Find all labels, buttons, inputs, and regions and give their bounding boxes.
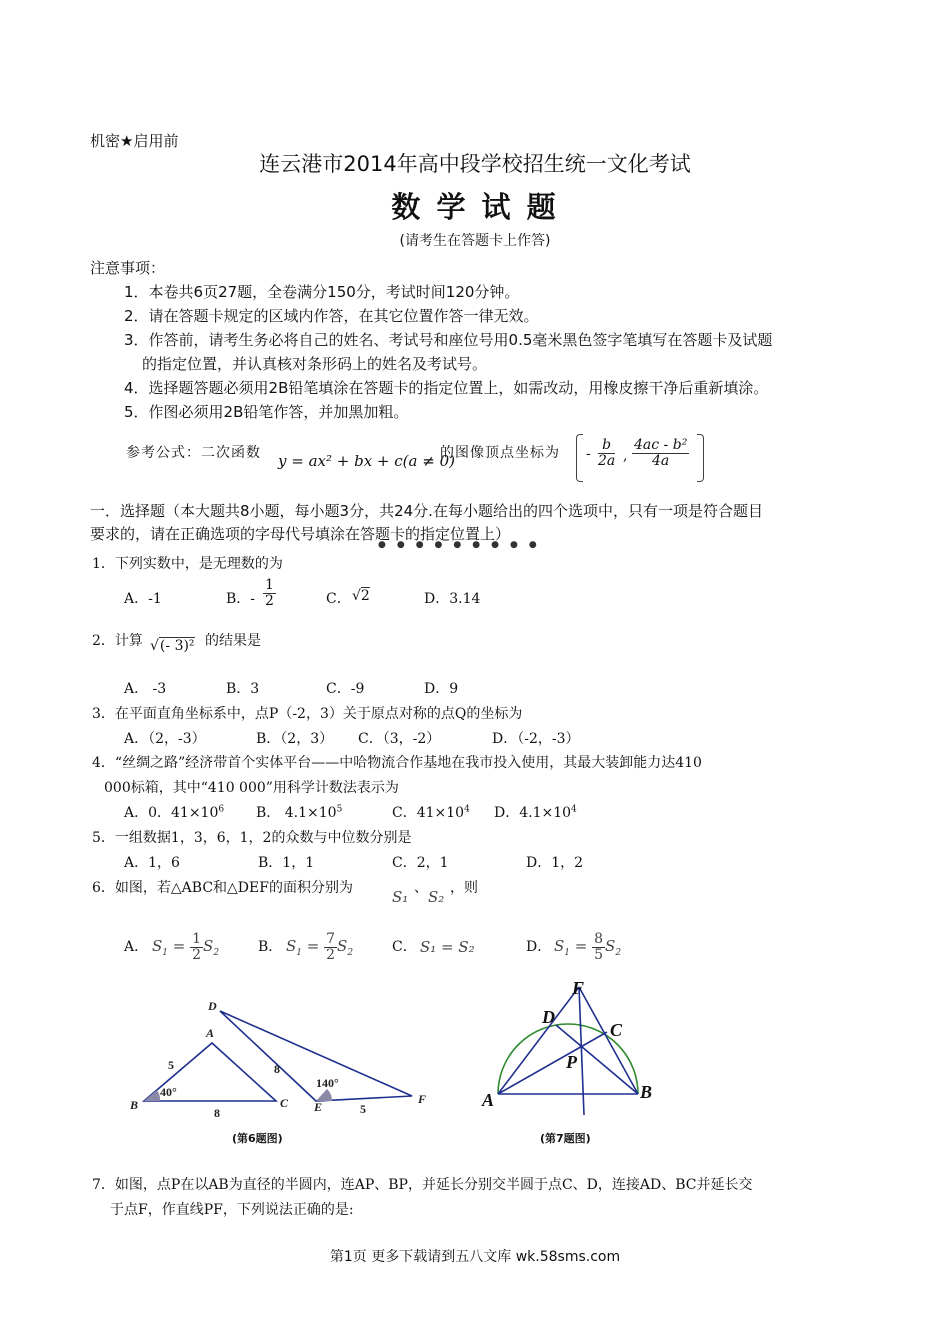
q6-tail: ，则	[450, 880, 478, 896]
question-2-stem: 2．计算	[92, 633, 143, 649]
confidential-mark: 机密★启用前	[90, 132, 179, 150]
q3-option-a: A．（2，-3）	[124, 731, 206, 747]
formula-middle: 的图像顶点坐标为	[440, 445, 560, 461]
q6-option-c-label: C．	[392, 939, 417, 955]
note-item: 4．选择题答题必须用2B铅笔填涂在答题卡的指定位置上，如需改动，用橡皮擦干净后重新填涂。	[124, 379, 769, 397]
fig7-label-c: C	[610, 1020, 623, 1040]
q2-option-b: B．3	[226, 681, 260, 697]
fig7-label-f: F	[572, 978, 585, 998]
note-item: 1．本卷共6页27题，全卷满分150分，考试时间120分钟。	[124, 283, 520, 301]
subject-title: 数 学 试 题	[391, 190, 559, 224]
q6-option-d-label: D．	[526, 939, 552, 955]
q4-option-d: D．$4.1\times 10^4$	[494, 804, 577, 821]
segment-af	[498, 987, 579, 1094]
q5-option-c: C．2，1	[392, 855, 449, 871]
q6-option-a: $S_1$ = $\frac{1}{2}$ $S_2$	[152, 931, 220, 963]
q4-option-b: B． $4.1\times 10^5$	[256, 804, 343, 821]
question-3-stem: 3．在平面直角坐标系中，点P（-2，3）关于原点对称的点Q的坐标为	[92, 706, 523, 722]
emphasis-dots: ●●●●●●●●●	[378, 540, 548, 550]
figure-7	[470, 975, 670, 1125]
fig7-label-b: B	[640, 1082, 653, 1102]
q1-option-d: D．3.14	[424, 591, 481, 607]
figure-7-caption: (第7题图)	[540, 1132, 591, 1145]
question-4-stem-continued: 000标箱，其中“410 000”用科学计数法表示为	[104, 780, 399, 796]
fig6-angle-b: 40°	[160, 1085, 177, 1099]
section-heading: 一．选择题（本大题共8小题，每小题3分，共24分.在每小题给出的四个选项中，只有一项是符合题目	[90, 502, 763, 520]
q1-option-c-radical: √2	[352, 588, 370, 604]
figure-6-caption: (第6题图)	[232, 1132, 283, 1145]
q1-option-a: A．-1	[124, 591, 162, 607]
note-item: 3．作答前，请考生务必将自己的姓名、考试号和座位号用0.5毫米黑色签字笔填写在答题卡及试题	[124, 331, 773, 349]
q2-option-c: C．-9	[326, 681, 365, 697]
exam-title: 连云港市2014年高中段学校招生统一文化考试	[259, 152, 691, 176]
question-6-stem: 6．如图，若△ABC和△DEF的面积分别为	[92, 880, 353, 896]
vertex-x-numerator: b	[598, 438, 615, 454]
fig7-label-p: P	[566, 1052, 577, 1072]
q6-option-a-label: A．	[124, 939, 149, 955]
fig6-length-de: 8	[274, 1062, 280, 1076]
q2-option-a: A． -3	[124, 681, 167, 697]
q6-option-d: $S_1$ = $\frac{8}{5}$ $S_2$	[554, 931, 622, 963]
q4-option-a: A．0．$41\times 10^6$	[124, 804, 225, 821]
answer-instruction: (请考生在答题卡上作答)	[399, 233, 551, 249]
section-heading-continued: 要求的，请在正确选项的字母代号填涂在答题卡的指定位置上）	[90, 525, 511, 543]
fig6-label-f: F	[418, 1092, 427, 1106]
fig6-label-e: E	[314, 1100, 323, 1114]
q6-s1: S₁	[392, 888, 409, 906]
vertex-y-denominator: 4a	[652, 452, 670, 469]
q1-option-b-fraction: $\frac{1}{2}$	[265, 577, 274, 609]
q6-s2: S₂	[428, 888, 445, 906]
q2-radical: √(- 3)²	[150, 638, 195, 654]
q5-option-d: D．1，2	[526, 855, 584, 871]
fig6-label-a: A	[206, 1026, 215, 1040]
note-item: 2．请在答题卡规定的区域内作答，在其它位置作答一律无效。	[124, 307, 539, 325]
q6-option-b: $S_1$ = $\frac{7}{2}$ $S_2$	[286, 931, 354, 963]
q1-option-c: C．	[326, 591, 351, 607]
vertex-y-numerator: 4ac - b²	[634, 437, 688, 453]
fig7-label-d: D	[542, 1007, 555, 1027]
question-5-stem: 5．一组数据1，3，6，1，2的众数与中位数分别是	[92, 830, 412, 846]
note-item: 5．作图必须用2B铅笔作答，并加黑加粗。	[124, 403, 409, 421]
note-item-continued: 的指定位置，并认真核对条形码上的姓名及考试号。	[142, 355, 488, 373]
formula-prefix: 参考公式：二次函数	[126, 445, 261, 461]
question-7-stem-continued: 于点F，作直线PF，下列说法正确的是:	[110, 1202, 354, 1218]
q6-option-b-label: B．	[258, 939, 283, 955]
vertex-x-denominator: 2a	[598, 452, 616, 469]
q4-option-c: C．$41\times 10^4$	[392, 804, 470, 821]
q5-option-a: A．1，6	[124, 855, 180, 871]
fig7-label-a: A	[482, 1090, 495, 1110]
q6-separator: 、	[414, 880, 428, 896]
figure-6	[120, 995, 440, 1145]
fig6-length-ab: 5	[168, 1058, 174, 1072]
line-pf	[579, 987, 584, 1115]
fig6-length-ef: 5	[360, 1102, 366, 1116]
q6-option-c: S₁ = S₂	[420, 938, 475, 956]
notes-heading: 注意事项：	[90, 259, 166, 277]
question-1-stem: 1．下列实数中，是无理数的为	[92, 556, 283, 572]
q2-option-d: D．9	[424, 681, 459, 697]
fig6-label-b: B	[130, 1098, 139, 1112]
vertex-coordinates: - $\frac{b}{2a}$ , $\frac{\text{4ac - b²}}{4a}$	[576, 434, 704, 482]
q5-option-b: B．1，1	[258, 855, 315, 871]
question-2-suffix: 的结果是	[205, 633, 261, 649]
q1-option-b: B．-	[226, 591, 256, 607]
fig6-label-d: D	[208, 999, 217, 1013]
page-footer: 第1页 更多下载请到五八文库 wk.58sms.com	[329, 1249, 621, 1265]
angle-b-marker	[144, 1090, 160, 1101]
q3-option-c: C．（3，-2）	[358, 731, 441, 747]
q3-option-d: D．（-2，-3）	[492, 731, 580, 747]
q3-option-b: B．（2，3）	[256, 731, 334, 747]
fig6-length-bc: 8	[214, 1106, 220, 1120]
fig6-angle-e: 140°	[316, 1076, 339, 1090]
fig6-label-c: C	[280, 1096, 289, 1110]
segment-ac	[498, 1032, 607, 1094]
segment-bf	[579, 987, 638, 1094]
question-4-stem: 4．“丝绸之路”经济带首个实体平台——中哈物流合作基地在我市投入使用，其最大装卸能力达410	[92, 755, 702, 771]
question-7-stem: 7．如图，点P在以AB为直径的半圆内，连AP、BP，并延长分别交半圆于点C、D，连接AD、BC并延长交	[92, 1177, 753, 1193]
quadratic-function: y = ax² + bx + c(a ≠ 0)	[278, 452, 455, 470]
